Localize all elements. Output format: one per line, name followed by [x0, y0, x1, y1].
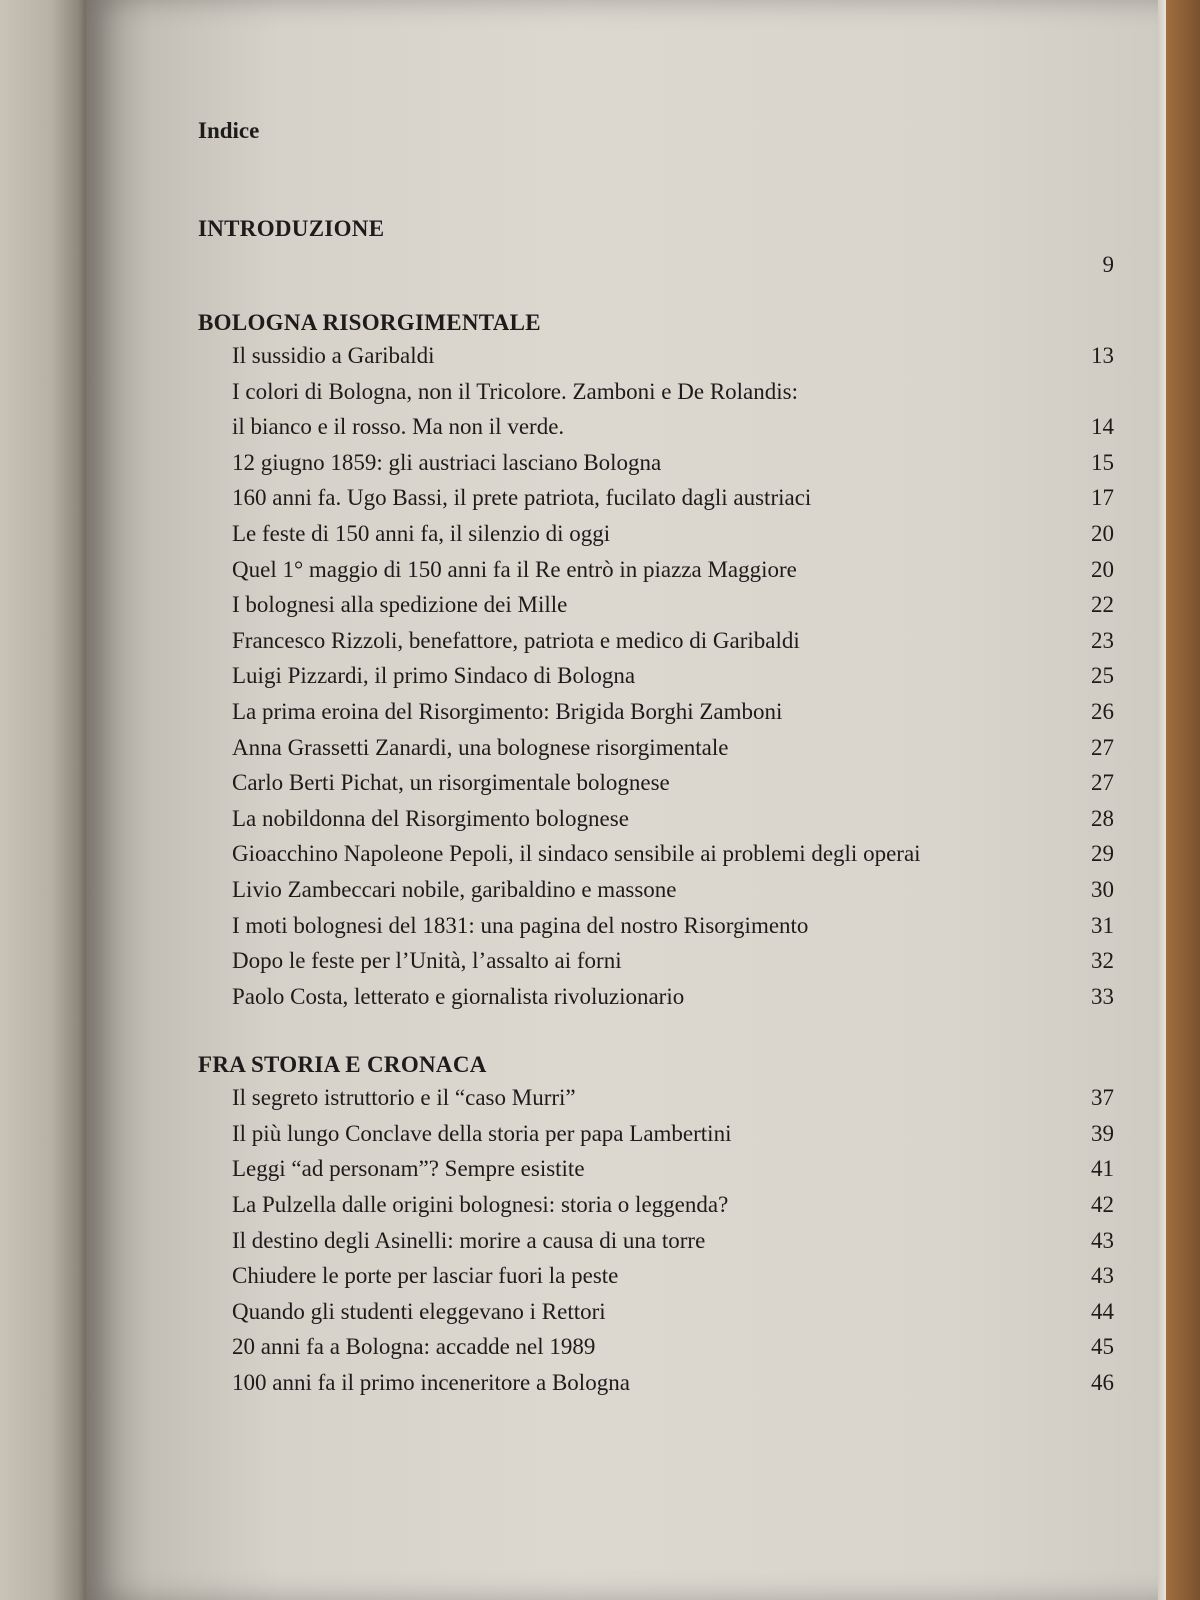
- page-edge: [1158, 0, 1166, 1600]
- entry-page-number: 25: [1091, 663, 1114, 689]
- section-gap: [198, 1014, 1118, 1050]
- list-item: [198, 801, 1118, 837]
- list-item: [198, 658, 1118, 694]
- page-heading: Indice: [198, 118, 260, 143]
- entry-page-number: 43: [1091, 1227, 1114, 1253]
- list-item: [198, 1258, 1118, 1294]
- list-item: [198, 1329, 1118, 1365]
- entry-list: [198, 1080, 1118, 1400]
- entry-page-number: 45: [1091, 1334, 1114, 1360]
- entry-title: 12 giugno 1859: gli austriaci lasciano Bologna: [232, 449, 662, 475]
- entry-page-number: 13: [1091, 343, 1114, 368]
- intro-title: INTRODUZIONE: [198, 216, 385, 241]
- entry-page-number: 15: [1091, 449, 1114, 475]
- list-item: [198, 1187, 1118, 1223]
- list-item: [198, 623, 1118, 659]
- intro-section: [198, 216, 1118, 308]
- list-item: [198, 409, 1118, 445]
- entry-title: Anna Grassetti Zanardi, una bolognese risorgimentale: [232, 734, 729, 760]
- entry-page-number: 26: [1091, 698, 1114, 724]
- entry-title: Le feste di 150 anni fa, il silenzio di oggi: [232, 520, 611, 546]
- entry-title: Paolo Costa, letterato e giornalista rivoluzionario: [232, 983, 685, 1009]
- entry-page-number: 30: [1091, 876, 1114, 902]
- entry-title: Il sussidio a Garibaldi: [232, 343, 435, 368]
- entry-title: Carlo Berti Pichat, un risorgimentale bolognese: [232, 770, 670, 796]
- intro-page-number: 9: [1102, 252, 1114, 277]
- entry-title: Il segreto istruttorio e il “caso Murri”: [232, 1085, 576, 1111]
- list-item: [198, 694, 1118, 730]
- list-item: [198, 765, 1118, 801]
- entry-title: Leggi “ad personam”? Sempre esistite: [232, 1156, 585, 1182]
- list-item: [198, 1294, 1118, 1330]
- entry-title: I colori di Bologna, non il Tricolore. Zamboni e De Rolandis:: [232, 378, 798, 404]
- entry-title: 20 anni fa a Bologna: accadde nel 1989: [232, 1334, 596, 1360]
- entry-page-number: 32: [1091, 948, 1114, 974]
- entry-title: Gioacchino Napoleone Pepoli, il sindaco sensibile ai problemi degli operai: [232, 841, 921, 867]
- list-item: [198, 1116, 1118, 1152]
- list-item: [198, 552, 1118, 588]
- table-of-contents: [198, 118, 1118, 1401]
- entry-title: I bolognesi alla spedizione dei Mille: [232, 592, 568, 618]
- entry-title: 160 anni fa. Ugo Bassi, il prete patriota, fucilato dagli austriaci: [232, 485, 812, 511]
- entry-page-number: 20: [1091, 556, 1114, 582]
- entry-page-number: 41: [1091, 1156, 1114, 1182]
- facing-page: [0, 0, 92, 1600]
- entry-title: 100 anni fa il primo inceneritore a Bologna: [232, 1370, 630, 1396]
- entry-page-number: 37: [1091, 1085, 1114, 1111]
- entry-page-number: 28: [1091, 805, 1114, 831]
- entry-page-number: 14: [1091, 414, 1114, 440]
- entry-title: I moti bolognesi del 1831: una pagina del nostro Risorgimento: [232, 912, 809, 938]
- entry-title: Livio Zambeccari nobile, garibaldino e massone: [232, 876, 677, 902]
- entry-list: [198, 338, 1118, 1014]
- entry-title: Francesco Rizzoli, benefattore, patriota e medico di Garibaldi: [232, 627, 800, 653]
- list-item: [198, 374, 1118, 410]
- entry-page-number: 46: [1091, 1370, 1114, 1396]
- list-item: [198, 1365, 1118, 1401]
- list-item: [198, 445, 1118, 481]
- list-item: [198, 836, 1118, 872]
- section-fra-storia-e-cronaca: [198, 1050, 1118, 1400]
- list-item: [198, 1151, 1118, 1187]
- entry-page-number: 23: [1091, 627, 1114, 653]
- book-page: [86, 0, 1166, 1600]
- entry-page-number: 43: [1091, 1263, 1114, 1289]
- entry-page-number: 33: [1091, 983, 1114, 1009]
- entry-page-number: 27: [1091, 734, 1114, 760]
- list-item: [198, 480, 1118, 516]
- entry-title: La nobildonna del Risorgimento bolognese: [232, 805, 629, 831]
- entry-title: Luigi Pizzardi, il primo Sindaco di Bologna: [232, 663, 636, 689]
- list-item: [198, 943, 1118, 979]
- entry-page-number: 27: [1091, 770, 1114, 796]
- section-title: FRA STORIA E CRONACA: [198, 1052, 487, 1078]
- entry-title: Chiudere le porte per lasciar fuori la peste: [232, 1263, 619, 1289]
- entry-title: La prima eroina del Risorgimento: Brigida Borghi Zamboni: [232, 698, 783, 724]
- list-item: [198, 908, 1118, 944]
- entry-title: Quel 1° maggio di 150 anni fa il Re entrò in piazza Maggiore: [232, 556, 797, 582]
- list-item: [198, 730, 1118, 766]
- entry-page-number: 22: [1091, 592, 1114, 618]
- entry-title: Il destino degli Asinelli: morire a causa di una torre: [232, 1227, 706, 1253]
- entry-page-number: 20: [1091, 520, 1114, 546]
- list-item: [198, 979, 1118, 1015]
- list-item: [198, 338, 1118, 374]
- list-item: [198, 587, 1118, 623]
- list-item: [198, 1223, 1118, 1259]
- section-title: BOLOGNA RISORGIMENTALE: [198, 310, 541, 335]
- entry-page-number: 31: [1091, 912, 1114, 938]
- entry-title: il bianco e il rosso. Ma non il verde.: [232, 414, 565, 440]
- entry-title: La Pulzella dalle origini bolognesi: storia o leggenda?: [232, 1192, 729, 1218]
- entry-page-number: 42: [1091, 1192, 1114, 1218]
- entry-title: Il più lungo Conclave della storia per papa Lambertini: [232, 1120, 732, 1146]
- list-item: [198, 516, 1118, 552]
- list-item: [198, 1080, 1118, 1116]
- entry-title: Quando gli studenti eleggevano i Rettori: [232, 1298, 606, 1324]
- entry-page-number: 17: [1091, 485, 1114, 511]
- entry-page-number: 39: [1091, 1120, 1114, 1146]
- entry-page-number: 29: [1091, 841, 1114, 867]
- entry-title: Dopo le feste per l’Unità, l’assalto ai forni: [232, 948, 622, 974]
- list-item: [198, 872, 1118, 908]
- section-bologna-risorgimentale: [198, 308, 1118, 1014]
- entry-page-number: 44: [1091, 1298, 1114, 1324]
